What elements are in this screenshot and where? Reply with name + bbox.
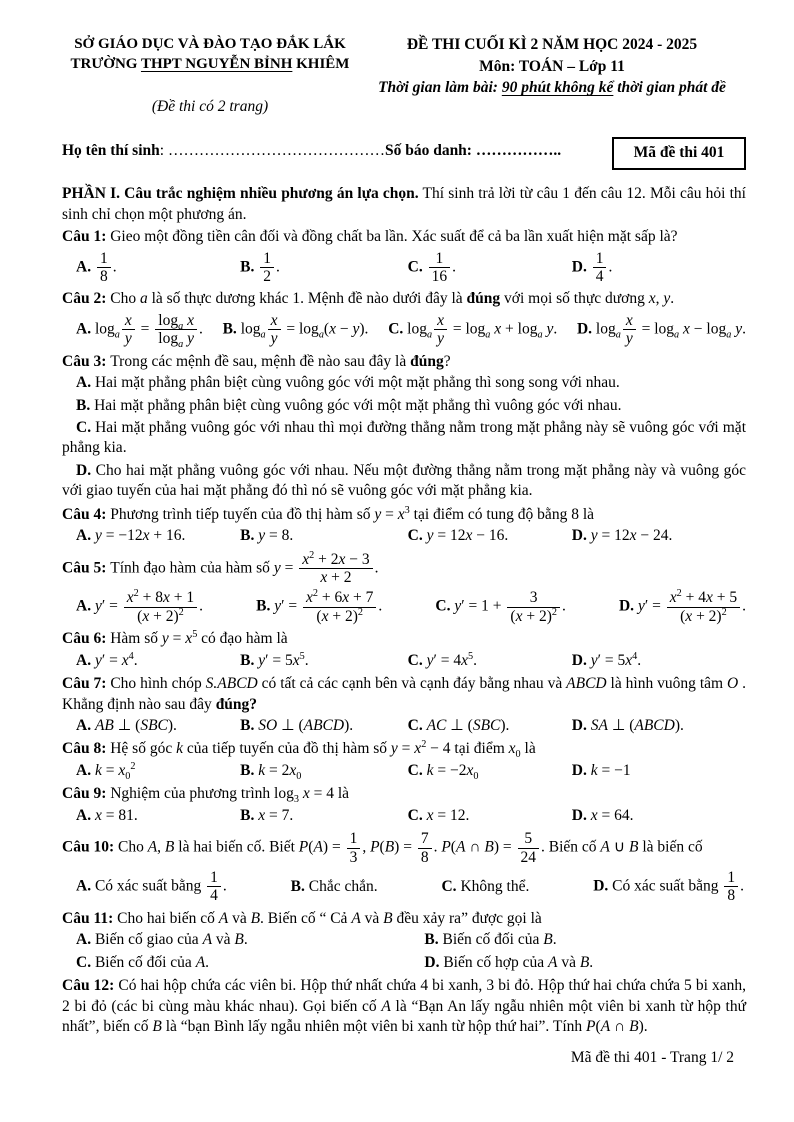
option-label: D.: [571, 527, 591, 545]
question-stem: Câu 5: Tính đạo hàm của hàm số y = $\frac{x^2 + 2x - 3}{x + 2}$ .: [62, 549, 379, 587]
option-a: A. AB ⊥ (SBC).: [76, 716, 177, 734]
option-label: D.: [576, 320, 596, 338]
option-label: A.: [76, 527, 95, 545]
candidate-name-label: Họ tên thí sinh: [62, 141, 160, 159]
question-8: [62, 739, 746, 782]
options: [62, 248, 746, 288]
option-a: A. $k = x_0^2$: [76, 760, 136, 782]
option-label: C.: [407, 258, 427, 276]
option-c: C. y′ = 1 + $\frac{3}{(x + 2)^2}$ .: [435, 589, 566, 625]
option-c: C. $k = -2x_0$: [407, 761, 479, 782]
option-label: D.: [424, 953, 444, 971]
option-label: A.: [76, 374, 95, 392]
option-label: B.: [256, 597, 275, 615]
candidate-number-dots: ……………..: [471, 141, 562, 159]
option-label: D.: [76, 461, 96, 479]
duration-line: Thời gian làm bài: 90 phút không kể thời gian phát đề: [378, 79, 726, 97]
option-label: C.: [407, 716, 427, 734]
options: [62, 650, 746, 672]
candidate-number-label: Số báo danh:: [384, 141, 472, 159]
option-label: A.: [76, 806, 95, 824]
option-c: C. $y' = 4x^5$.: [407, 650, 477, 669]
options: [62, 525, 746, 547]
option-d: D. $\frac{1}{4}$ .: [571, 249, 613, 286]
pages-note: (Đề thi có 2 trang): [151, 97, 269, 115]
exam-title: ĐỀ THI CUỐI KÌ 2 NĂM HỌC 2024 - 2025: [406, 36, 698, 53]
option-b: B. x = 7.: [240, 806, 294, 824]
candidate-row: [62, 137, 746, 170]
option-a: A. $\log_a$ $\frac{x}{y}$ = $\frac{\log_a x}{\log_a y}$ .: [76, 311, 203, 351]
option-label: B.: [240, 258, 259, 276]
question-stem: Câu 1: Gieo một đồng tiền cân đối và đồng chất ba lần. Xác suất để cả ba lần xuất hiện mặt sấp là?: [62, 228, 678, 246]
option-label: B.: [240, 651, 259, 669]
option-b: B. Hai mặt phẳng phân biệt cùng vuông góc với một mặt phẳng thì vuông góc với nhau.: [76, 396, 622, 414]
option-a: A. x = 81.: [76, 806, 138, 824]
option-label: C.: [407, 527, 427, 545]
option-c: C. $\frac{1}{16}$ .: [407, 249, 456, 286]
question-9: [62, 784, 746, 827]
option-b: B. $\log_a$ $\frac{x}{y}$ = $\log_a(x - y)$.: [222, 311, 369, 348]
option-label: C.: [407, 761, 427, 779]
option-d: D. Có xác suất bằng $\frac{1}{8}$ .: [593, 868, 744, 905]
option-c: C. y = 12x − 16.: [407, 527, 509, 545]
option-b: B. Chắc chắn.: [290, 877, 378, 895]
options: [62, 867, 746, 907]
options: [62, 929, 746, 974]
option-label: C.: [441, 877, 461, 895]
option-label: B.: [240, 527, 259, 545]
option-b: B. $y' = 5x^5$.: [240, 650, 309, 669]
question-label: Câu 12:: [62, 977, 119, 995]
question-label: Câu 3:: [62, 352, 111, 370]
option-label: C.: [76, 419, 96, 437]
option-c: C. Biến cố đối của A.: [76, 953, 210, 971]
option-a: A. y′ = $\frac{x^2 + 8x + 1}{(x + 2)^2}$ .: [76, 588, 203, 625]
option-label: B.: [290, 877, 309, 895]
option-label: C.: [407, 806, 427, 824]
option-b: B. SO ⊥ (ABCD).: [240, 716, 354, 734]
footer-page-label: Mã đề thi 401 - Trang 1/ 2: [570, 1049, 734, 1066]
question-label: Câu 6:: [62, 630, 111, 648]
option-d: D. y = 12x − 24.: [571, 527, 673, 545]
school-name: TRƯỜNG THPT NGUYỄN BỈNH KHIÊM: [70, 56, 350, 73]
question-7: [62, 674, 746, 737]
question-stem: Câu 12: Có hai hộp chứa các viên bi. Hộp thứ nhất chứa 4 bi xanh, 3 bi đỏ. Hộp thứ hai chứa chứa 5 bi xanh, 2 bi đỏ (các bi cùng màu khác nhau). Gọi biến cố A là “Bạn An lấy ngẫu nhiên một viên bi xanh từ hộp thứ nhất”, biến cố B là “bạn Bình lấy ngẫu nhiên một viên bi xanh từ hộp thứ hai”. Tính P(A ∩ B).: [62, 977, 746, 1035]
option-a: A. Biến cố giao của A và B.: [76, 931, 248, 949]
option-label: D.: [571, 806, 591, 824]
option-label: A.: [76, 320, 95, 338]
option-label: A.: [76, 716, 95, 734]
option-label: D.: [571, 761, 591, 779]
option-b: B. $k = 2x_0$: [240, 761, 302, 782]
option-d: D. Biến cố hợp của A và B.: [424, 953, 594, 971]
option-d: D. SA ⊥ (ABCD).: [571, 716, 684, 734]
option-d: D. x = 64.: [571, 806, 634, 824]
question-5: [62, 550, 746, 627]
option-label: B.: [240, 761, 259, 779]
option-c: C. Không thể.: [441, 877, 530, 895]
option-d: D. y′ = $\frac{x^2 + 4x + 5}{(x + 2)^2}$ .: [618, 588, 746, 625]
department-name: SỞ GIÁO DỤC VÀ ĐÀO TẠO ĐẮK LẮK: [74, 36, 346, 52]
option-label: D.: [593, 877, 613, 895]
exam-title-block: [358, 34, 746, 100]
option-label: A.: [76, 651, 95, 669]
option-d: D. k = −1: [571, 761, 631, 779]
option-a: A. $\frac{1}{8}$ .: [76, 249, 117, 286]
option-label: A.: [76, 931, 95, 949]
question-stem: Câu 3: Trong các mệnh đề sau, mệnh đề nào sau đây là đúng?: [62, 352, 451, 370]
option-a: A. Hai mặt phẳng phân biệt cùng vuông góc với một mặt phẳng thì song song với nhau.: [76, 374, 620, 392]
option-d: D. Cho hai mặt phẳng vuông góc với nhau. Nếu một đường thẳng nằm trong mặt phẳng này và vuông góc với giao tuyến của hai mặt phẳng đó thì nó sẽ vuông góc với mặt phẳng kia.: [62, 461, 746, 500]
option-b: B. y′ = $\frac{x^2 + 6x + 7}{(x + 2)^2}$ .: [256, 588, 383, 625]
option-label: C.: [407, 651, 427, 669]
option-a: A. Có xác suất bằng $\frac{1}{4}$ .: [76, 868, 227, 905]
option-label: B.: [76, 396, 95, 414]
question-stem: Câu 9: Nghiệm của phương trình $\log_3 x = 4$ là: [62, 785, 350, 806]
option-b: B. y = 8.: [240, 527, 294, 545]
questions: [62, 227, 746, 1037]
question-stem: Câu 4: Phương trình tiếp tuyến của đồ thị hàm số $y = x^3$ tại điểm có tung độ bằng 8 là: [62, 504, 595, 523]
question-label: Câu 1:: [62, 228, 111, 246]
part1-heading: [62, 184, 746, 225]
option-label: D.: [571, 716, 591, 734]
option-c: C. $\log_a$ $\frac{x}{y}$ = $\log_a x + \log_a y$.: [388, 311, 558, 348]
question-stem: Câu 10: Cho A, B là hai biến cố. Biết P(A) = $\frac{1}{3}$ , P(B) = $\frac{7}{8}$ . P(A ∩ B) = $\frac{5}{24}$ . Biến cố A ∪ B là biến cố: [62, 830, 703, 866]
option-label: C.: [76, 953, 95, 971]
option-label: D.: [571, 651, 591, 669]
option-label: A.: [76, 597, 95, 615]
options: [62, 760, 746, 782]
option-label: D.: [618, 597, 638, 615]
question-stem: Câu 6: Hàm số $y = x^5$ có đạo hàm là: [62, 629, 288, 648]
question-label: Câu 2:: [62, 290, 111, 308]
option-label: C.: [388, 320, 408, 338]
question-4: [62, 505, 746, 548]
subject-line: Môn: TOÁN – Lớp 11: [479, 57, 625, 75]
option-label: B.: [240, 716, 259, 734]
question-label: Câu 11:: [62, 909, 118, 927]
question-3: [62, 352, 746, 503]
option-label: A.: [76, 761, 95, 779]
candidate-fields: [62, 137, 561, 161]
option-a: A. y = −12x + 16.: [76, 527, 186, 545]
option-d: D. $y' = 5x^4$.: [571, 650, 642, 669]
question-2: [62, 289, 746, 349]
part1-heading-bold: PHẦN I. Câu trắc nghiệm nhiều phương án lựa chọn.: [62, 185, 419, 203]
question-6: [62, 629, 746, 672]
option-b: B. $\frac{1}{2}$ .: [240, 249, 280, 286]
options: [62, 805, 746, 827]
question-label: Câu 10:: [62, 838, 118, 856]
header: [62, 34, 746, 117]
question-stem: Câu 8: Hệ số góc k của tiếp tuyến của đồ thị hàm số $y = x^2 - 4$ tại điểm $x_0$ là: [62, 739, 536, 761]
option-label: B.: [424, 931, 443, 949]
option-a: A. $y' = x^4$.: [76, 650, 138, 669]
option-c: C. AC ⊥ (SBC).: [407, 716, 510, 734]
question-11: [62, 909, 746, 974]
question-1: [62, 227, 746, 287]
options: [62, 715, 746, 737]
question-label: Câu 7:: [62, 675, 111, 693]
question-stem: Câu 11: Cho hai biến cố A và B. Biến cố “ Cả A và B đều xảy ra” được gọi là: [62, 909, 542, 927]
exam-code-box: Mã đề thi 401: [612, 137, 746, 170]
part1-heading-rest: Thí sinh trả lời từ câu 1 đến câu 12. Mỗi câu hỏi thí sinh chỉ chọn một phương án.: [62, 185, 746, 223]
question-stem: Câu 7: Cho hình chóp S.ABCD có tất cả các cạnh bên và cạnh đáy bằng nhau và ABCD là hình vuông tâm O . Khẳng định nào sau đây đúng?: [62, 675, 746, 713]
option-c: C. x = 12.: [407, 806, 470, 824]
options: [62, 372, 746, 503]
question-label: Câu 4:: [62, 505, 111, 523]
candidate-name-dots: : ……………………………………: [159, 141, 385, 159]
option-c: C. Hai mặt phẳng vuông góc với nhau thì mọi đường thẳng nằm trong mặt phẳng này sẽ vuông góc với mặt phẳng kia.: [62, 419, 746, 457]
option-label: A.: [76, 877, 95, 895]
option-d: D. $\log_a$ $\frac{x}{y}$ = $\log_a x - \log_a y$.: [576, 311, 746, 348]
options: [62, 587, 746, 627]
option-label: B.: [222, 320, 241, 338]
question-label: Câu 5:: [62, 559, 111, 577]
option-label: D.: [571, 258, 591, 276]
question-label: Câu 8:: [62, 740, 111, 758]
option-b: B. Biến cố đối của B.: [424, 931, 557, 949]
question-stem: Câu 2: Cho a là số thực dương khác 1. Mệnh đề nào dưới đây là đúng với mọi số thực dương x, y.: [62, 290, 675, 308]
question-label: Câu 9:: [62, 785, 111, 803]
question-10: [62, 829, 746, 906]
school-block: [62, 34, 358, 117]
option-label: A.: [76, 258, 95, 276]
option-label: B.: [240, 806, 259, 824]
options: [62, 310, 746, 350]
option-label: C.: [435, 597, 455, 615]
question-12: [62, 976, 746, 1037]
